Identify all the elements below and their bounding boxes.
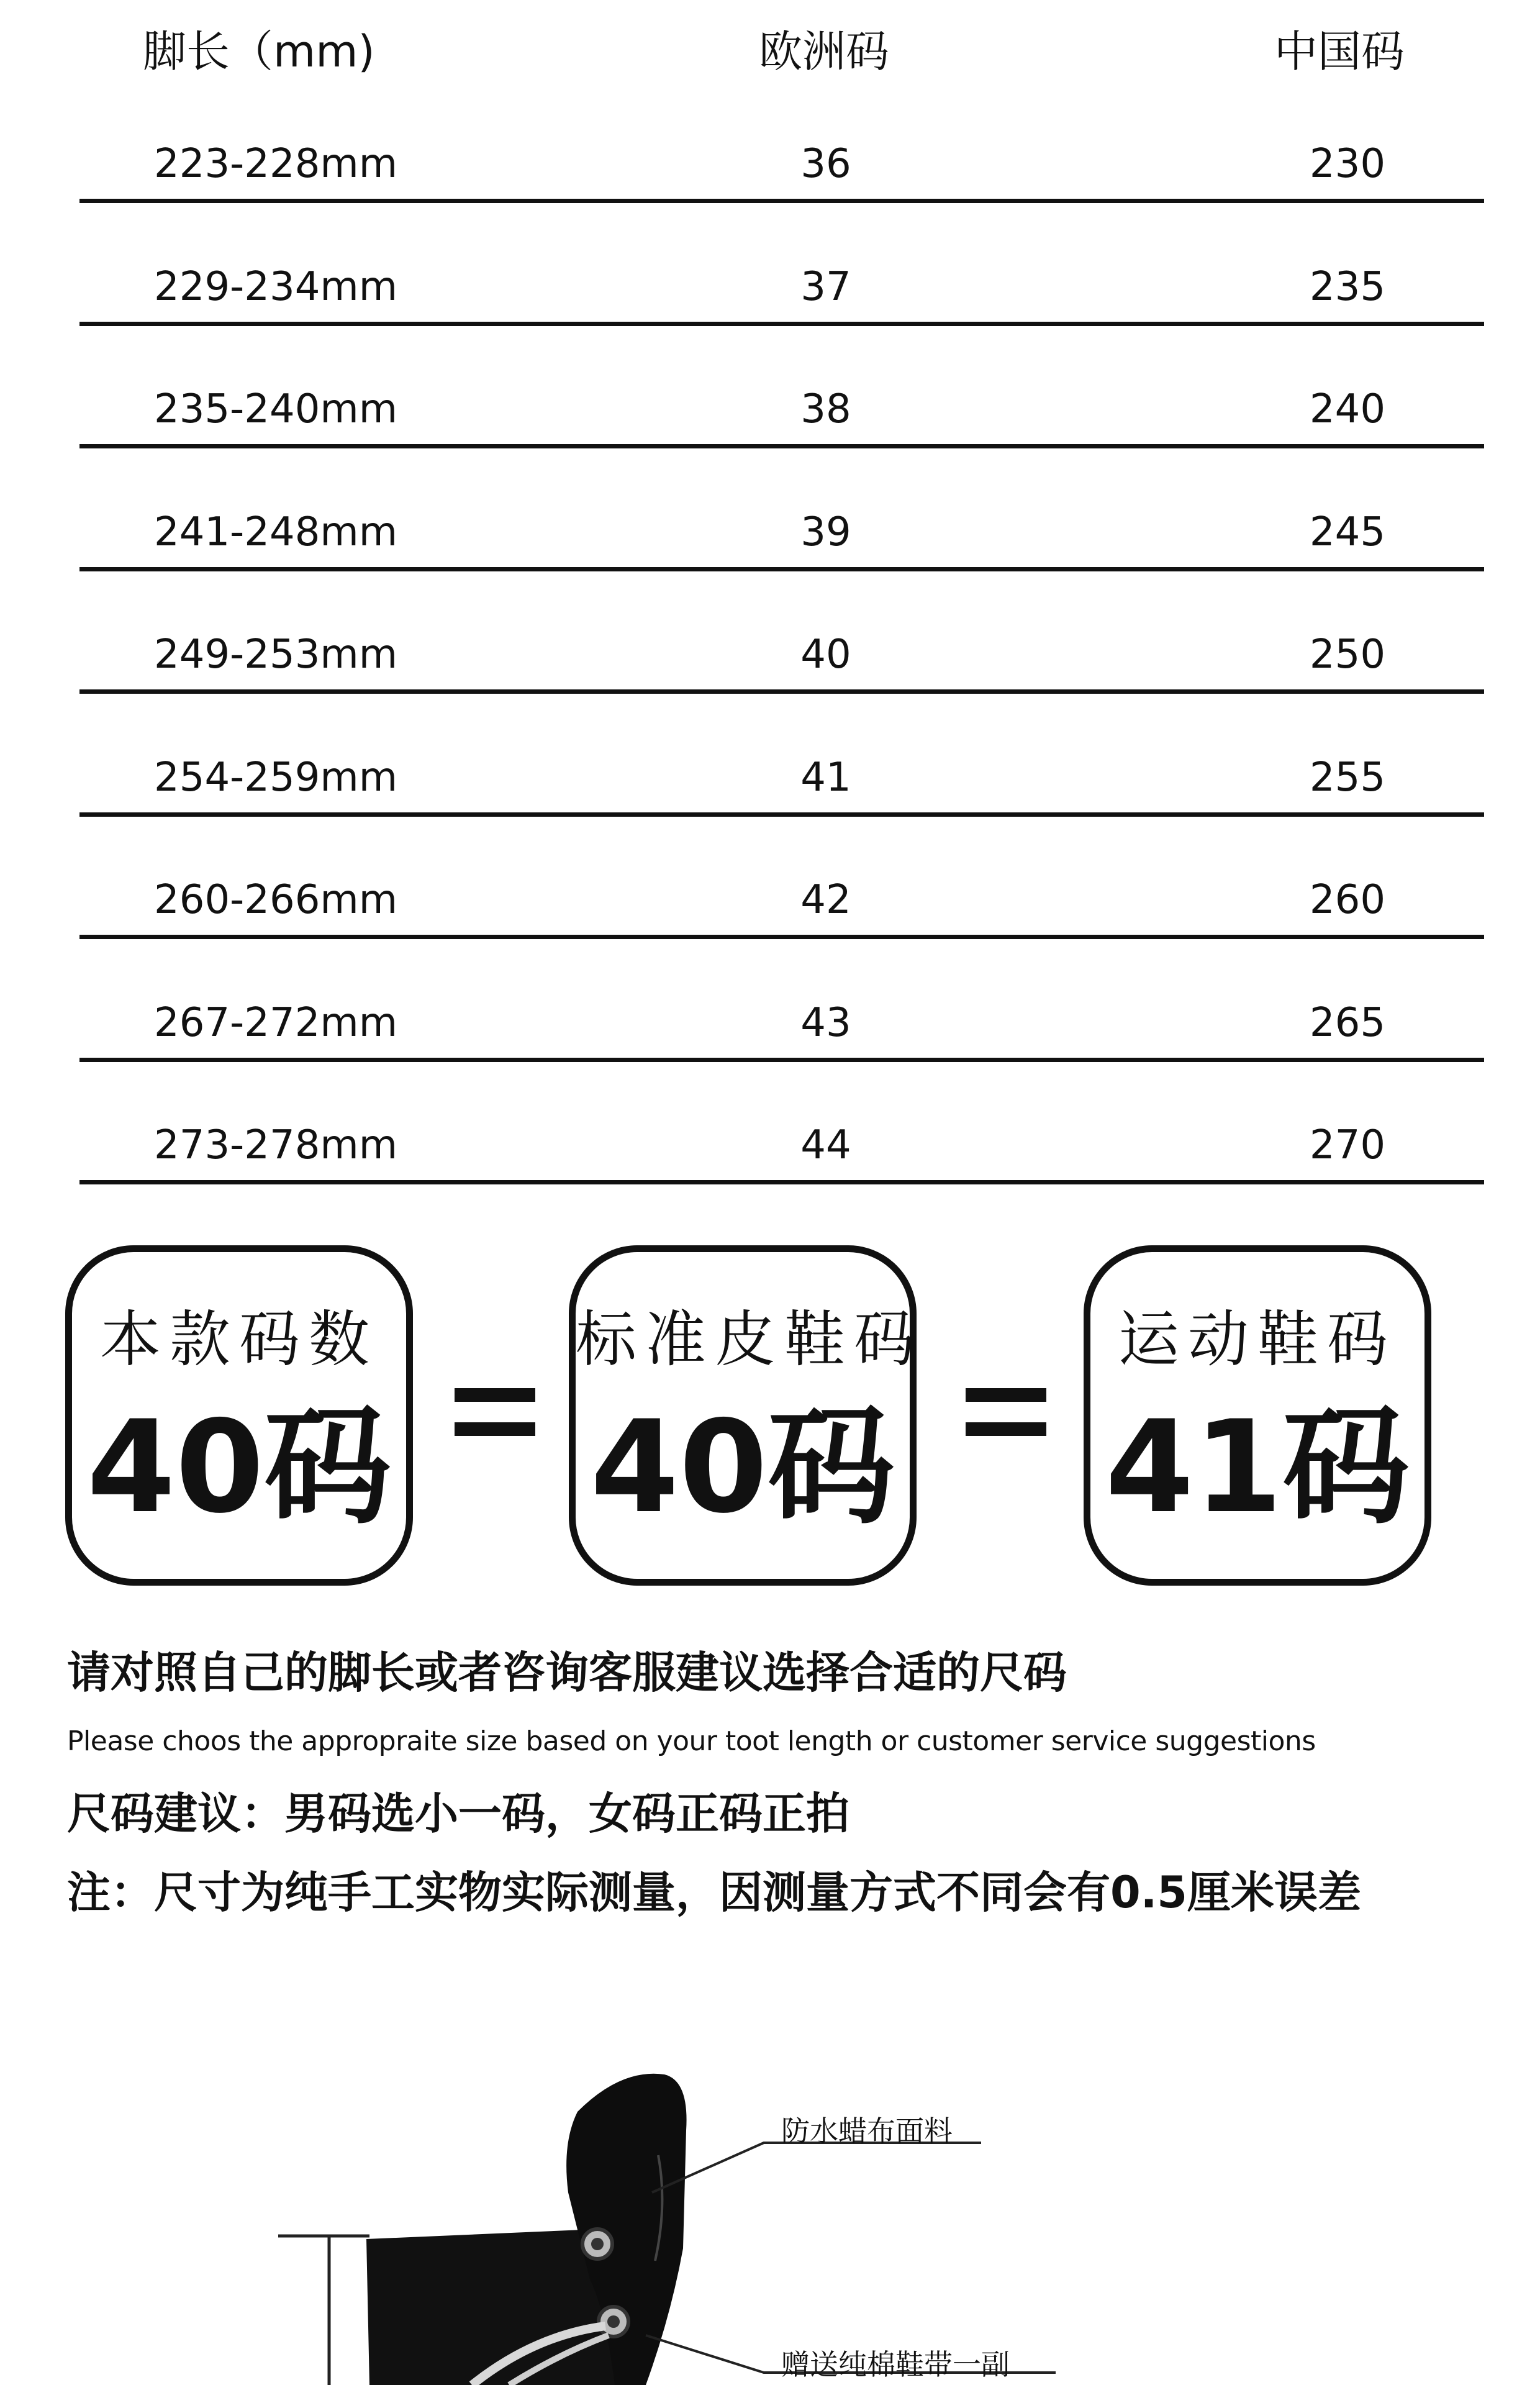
row-cn-size: 255 (1309, 754, 1386, 801)
equals-sign-bar (966, 1422, 1046, 1436)
row-foot-length: 249-253mm (154, 632, 398, 678)
row-foot-length: 254-259mm (154, 754, 398, 801)
size-tip: 尺码建议：男码选小一码，女码正码正拍 (67, 1788, 849, 1839)
box-label: 运动鞋码 (1118, 1304, 1397, 1375)
row-foot-length: 241-248mm (154, 509, 398, 555)
leather-shoe-size-box (569, 1245, 924, 1586)
row-cn-size: 260 (1309, 877, 1386, 923)
advice-cn: 请对照自己的脚长或者咨询客服建议选择合适的尺码 (67, 1647, 1067, 1698)
box-label: 标准皮鞋码 (576, 1304, 924, 1375)
fabric-callout-line (652, 2143, 981, 2192)
row-cn-size: 265 (1309, 999, 1386, 1046)
box-value: 41码 (1105, 1394, 1410, 1542)
row-foot-length: 273-278mm (154, 1122, 398, 1168)
row-eu-size: 39 (800, 509, 851, 555)
sports-shoe-size-box (1084, 1245, 1431, 1586)
this-model-size-box (65, 1245, 413, 1586)
header-foot-length: 脚长（mm) (143, 26, 375, 77)
row-foot-length: 235-240mm (154, 386, 398, 432)
row-cn-size: 230 (1309, 141, 1386, 187)
header-cn-size: 中国码 (1274, 26, 1405, 77)
row-divider (79, 1180, 1484, 1184)
row-divider (79, 322, 1484, 326)
row-cn-size: 270 (1309, 1122, 1386, 1168)
box-label: 本款码数 (99, 1304, 378, 1375)
row-divider (79, 812, 1484, 817)
row-cn-size: 235 (1309, 263, 1386, 310)
row-eu-size: 44 (800, 1122, 851, 1168)
row-eu-size: 36 (800, 141, 851, 187)
fabric-callout: 防水蜡布面料 (781, 2114, 953, 2148)
row-foot-length: 260-266mm (154, 877, 398, 923)
boot-illustration (0, 1988, 1540, 2385)
box-value: 40码 (86, 1394, 392, 1542)
equals-sign-bar (455, 1422, 535, 1436)
row-divider (79, 199, 1484, 203)
row-divider (79, 1058, 1484, 1062)
laces-callout: 赠送纯棉鞋带一副 (781, 2348, 1010, 2381)
advice-en: Please choos the appropraite size based on your toot length or customer service suggestions (67, 1725, 1316, 1757)
row-eu-size: 43 (800, 999, 851, 1046)
header-eu-size: 欧洲码 (759, 26, 889, 77)
row-divider (79, 444, 1484, 448)
equals-sign-bar (455, 1388, 535, 1402)
row-cn-size: 240 (1309, 386, 1386, 432)
row-foot-length: 267-272mm (154, 999, 398, 1046)
row-eu-size: 41 (800, 754, 851, 801)
row-cn-size: 250 (1309, 632, 1386, 678)
row-eu-size: 38 (800, 386, 851, 432)
row-eu-size: 40 (800, 632, 851, 678)
row-eu-size: 37 (800, 263, 851, 310)
row-cn-size: 245 (1309, 509, 1386, 555)
row-foot-length: 229-234mm (154, 263, 398, 310)
row-divider (79, 689, 1484, 694)
row-foot-length: 223-228mm (154, 141, 398, 187)
equals-sign-bar (966, 1388, 1046, 1402)
row-eu-size: 42 (800, 877, 851, 923)
measure-note: 注：尺寸为纯手工实物实际测量，因测量方式不同会有0.5厘米误差 (67, 1867, 1362, 1918)
box-value: 40码 (590, 1394, 895, 1542)
row-divider (79, 935, 1484, 939)
row-divider (79, 567, 1484, 571)
